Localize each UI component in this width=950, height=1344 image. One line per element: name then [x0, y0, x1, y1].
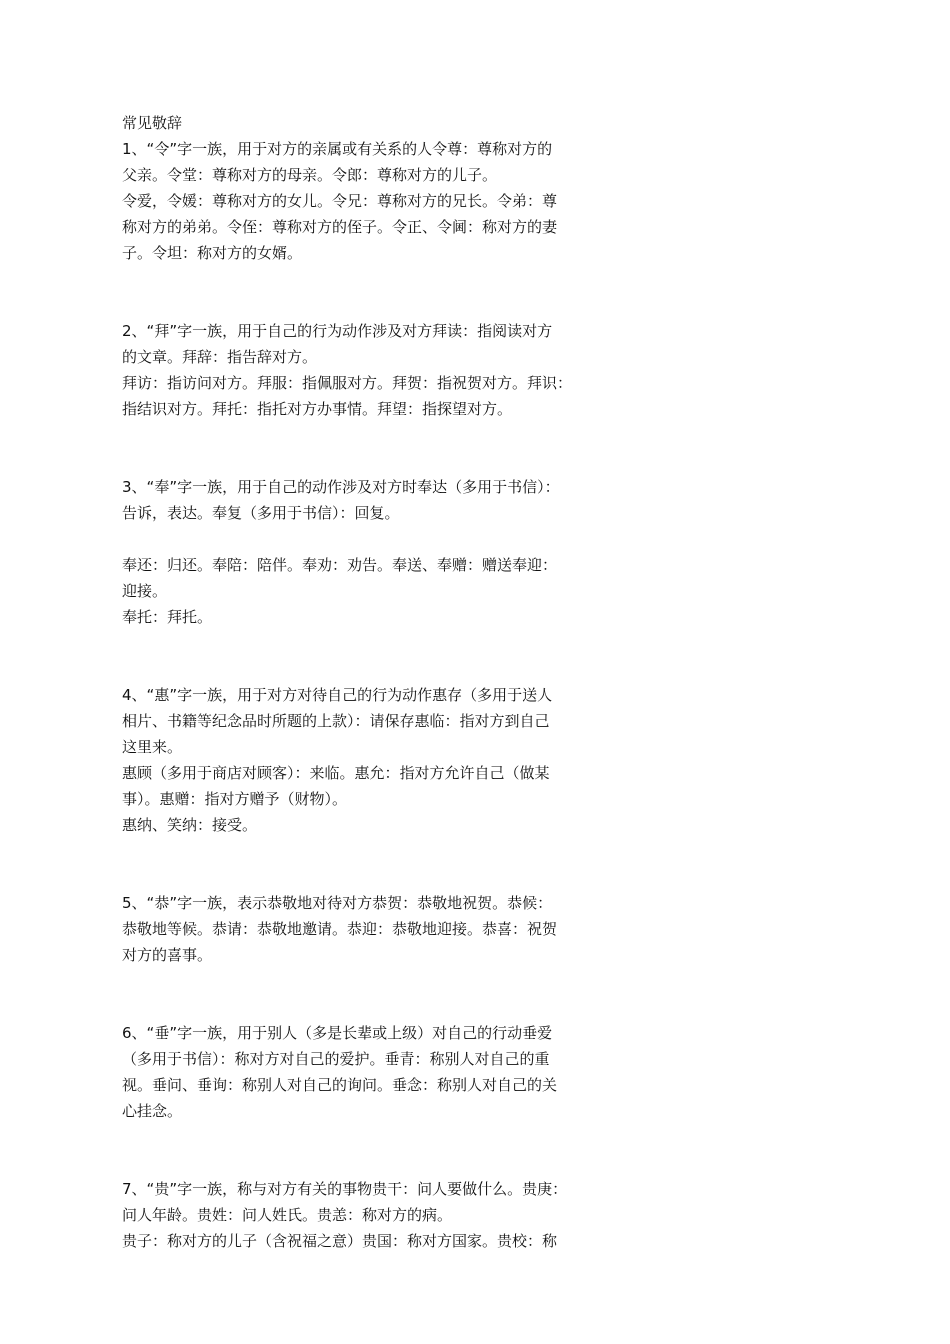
paragraph-line: 惠顾（多用于商店对顾客）：来临。惠允：指对方允许自己（做某: [122, 764, 550, 782]
paragraph-line: 3、“奉”字一族，用于自己的动作涉及对方时奉达（多用于书信）：: [122, 478, 560, 496]
paragraph-line: 贵子：称对方的儿子（含祝福之意）贵国：称对方国家。贵校：称: [122, 1232, 558, 1250]
paragraph-line: 称对方的弟弟。令侄：尊称对方的侄子。令正、令阃：称对方的妻: [122, 218, 558, 236]
paragraph-line: 心挂念。: [122, 1102, 183, 1120]
section-5: [122, 890, 632, 968]
paragraph-line: 奉还：归还。奉陪：陪伴。奉劝：劝告。奉送、奉赠：赠送奉迎：: [122, 556, 558, 574]
paragraph-line: 惠纳、笑纳：接受。: [122, 816, 258, 834]
paragraph-line: 的文章。拜辞：指告辞对方。: [122, 348, 318, 366]
paragraph-line: 1、“令”字一族，用于对方的亲属或有关系的人令尊：尊称对方的: [122, 140, 553, 158]
paragraph-line: 父亲。令堂：尊称对方的母亲。令郎：尊称对方的儿子。: [122, 166, 498, 184]
section-3: [122, 474, 632, 630]
paragraph-line: 拜访：指访问对方。拜服：指佩服对方。拜贺：指祝贺对方。拜识：: [122, 374, 573, 392]
paragraph-line: 4、“惠”字一族，用于对方对待自己的行为动作惠存（多用于送人: [122, 686, 553, 704]
paragraph-line: 7、“贵”字一族，称与对方有关的事物贵干：问人要做什么。贵庚：: [122, 1180, 568, 1198]
section-6: [122, 1020, 632, 1124]
paragraph-line: 迎接。: [122, 582, 168, 600]
paragraph-line: 相片、书籍等纪念品时所题的上款）：请保存惠临：指对方到自己: [122, 712, 550, 730]
paragraph-line: 这里来。: [122, 738, 183, 756]
paragraph-line: （多用于书信）：称对方对自己的爱护。垂青：称别人对自己的重: [122, 1050, 550, 1068]
paragraph-line: 6、“垂”字一族，用于别人（多是长辈或上级）对自己的行动垂爱: [122, 1024, 553, 1042]
section-1: [122, 136, 632, 266]
paragraph-line: 对方的喜事。: [122, 946, 213, 964]
paragraph-line: 5、“恭”字一族，表示恭敬地对待对方恭贺：恭敬地祝贺。恭候：: [122, 894, 553, 912]
section-spacer: [122, 266, 632, 318]
section-spacer: [122, 838, 632, 890]
paragraph-line: 令爱，令媛：尊称对方的女儿。令兄：尊称对方的兄长。令弟：尊: [122, 192, 558, 210]
section-4: [122, 682, 632, 838]
paragraph-line: 2、“拜”字一族，用于自己的行为动作涉及对方拜读：指阅读对方: [122, 322, 553, 340]
section-spacer: [122, 630, 632, 682]
section-spacer: [122, 1124, 632, 1176]
paragraph-line: 视。垂问、垂询：称别人对自己的询问。垂念：称别人对自己的关: [122, 1076, 558, 1094]
paragraph-line: 指结识对方。拜托：指托对方办事情。拜望：指探望对方。: [122, 400, 513, 418]
section-spacer: [122, 968, 632, 1020]
paragraph-spacer: [122, 526, 632, 552]
paragraph-line: 告诉，表达。奉复（多用于书信）：回复。: [122, 504, 400, 522]
paragraph-line: 问人年龄。贵姓：问人姓氏。贵恙：称对方的病。: [122, 1206, 453, 1224]
section-7: [122, 1176, 632, 1254]
paragraph-line: 事）。惠赠：指对方赠予（财物）。: [122, 790, 348, 808]
paragraph-line: 子。令坦：称对方的女婿。: [122, 244, 303, 262]
section-2: [122, 318, 632, 422]
section-spacer: [122, 422, 632, 474]
document-title: 常见敬辞: [122, 114, 183, 132]
paragraph-line: 恭敬地等候。恭请：恭敬地邀请。恭迎：恭敬地迎接。恭喜：祝贺: [122, 920, 558, 938]
paragraph-line: 奉托：拜托。: [122, 608, 213, 626]
document-body: [122, 110, 632, 1254]
